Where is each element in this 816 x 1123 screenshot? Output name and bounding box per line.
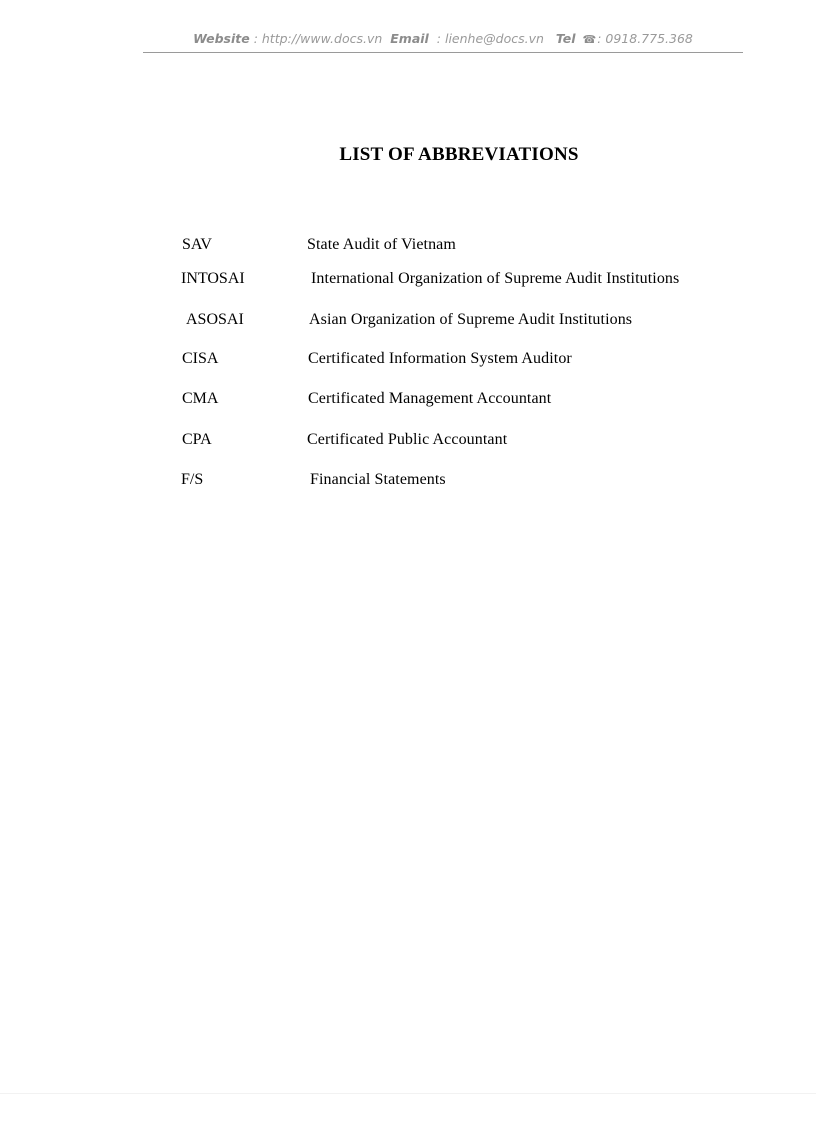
abbreviation-row bbox=[0, 267, 816, 291]
abbreviation-definition: State Audit of Vietnam bbox=[307, 236, 456, 253]
website-value: : http://www.docs.vn bbox=[253, 31, 383, 46]
abbreviation-definition: Certificated Management Accountant bbox=[308, 390, 552, 407]
abbreviation-row bbox=[0, 428, 816, 452]
abbreviation-term: F/S bbox=[181, 471, 204, 488]
abbreviation-term: ASOSAI bbox=[186, 311, 244, 328]
website-label: Website bbox=[193, 31, 250, 46]
abbreviation-definition: International Organization of Supreme Audit Institutions bbox=[311, 270, 680, 287]
abbreviation-definition: Asian Organization of Supreme Audit Institutions bbox=[309, 311, 633, 328]
tel-value: : 0918.775.368 bbox=[597, 31, 693, 46]
abbreviation-row bbox=[0, 308, 816, 332]
abbreviation-term: CISA bbox=[182, 350, 219, 367]
abbreviation-row bbox=[0, 233, 816, 257]
page-bottom-divider bbox=[0, 1093, 816, 1094]
email-label: Email bbox=[390, 31, 429, 46]
tel-label: Tel bbox=[555, 31, 576, 46]
abbreviation-definition: Certificated Information System Auditor bbox=[308, 350, 572, 367]
abbreviation-term: CPA bbox=[182, 431, 212, 448]
email-value: : lienhe@docs.vn bbox=[436, 31, 544, 46]
abbreviation-term: INTOSAI bbox=[181, 270, 245, 287]
abbreviation-row bbox=[0, 347, 816, 371]
abbreviation-term: SAV bbox=[182, 236, 212, 253]
abbreviation-row bbox=[0, 387, 816, 411]
page-title: LIST OF ABBREVIATIONS bbox=[339, 144, 579, 165]
page-header bbox=[143, 30, 743, 53]
phone-icon: ☎ bbox=[582, 33, 597, 46]
abbreviation-definition: Certificated Public Accountant bbox=[307, 431, 508, 448]
abbreviation-row bbox=[0, 468, 816, 492]
abbreviation-term: CMA bbox=[182, 390, 219, 407]
abbreviation-definition: Financial Statements bbox=[310, 471, 446, 488]
